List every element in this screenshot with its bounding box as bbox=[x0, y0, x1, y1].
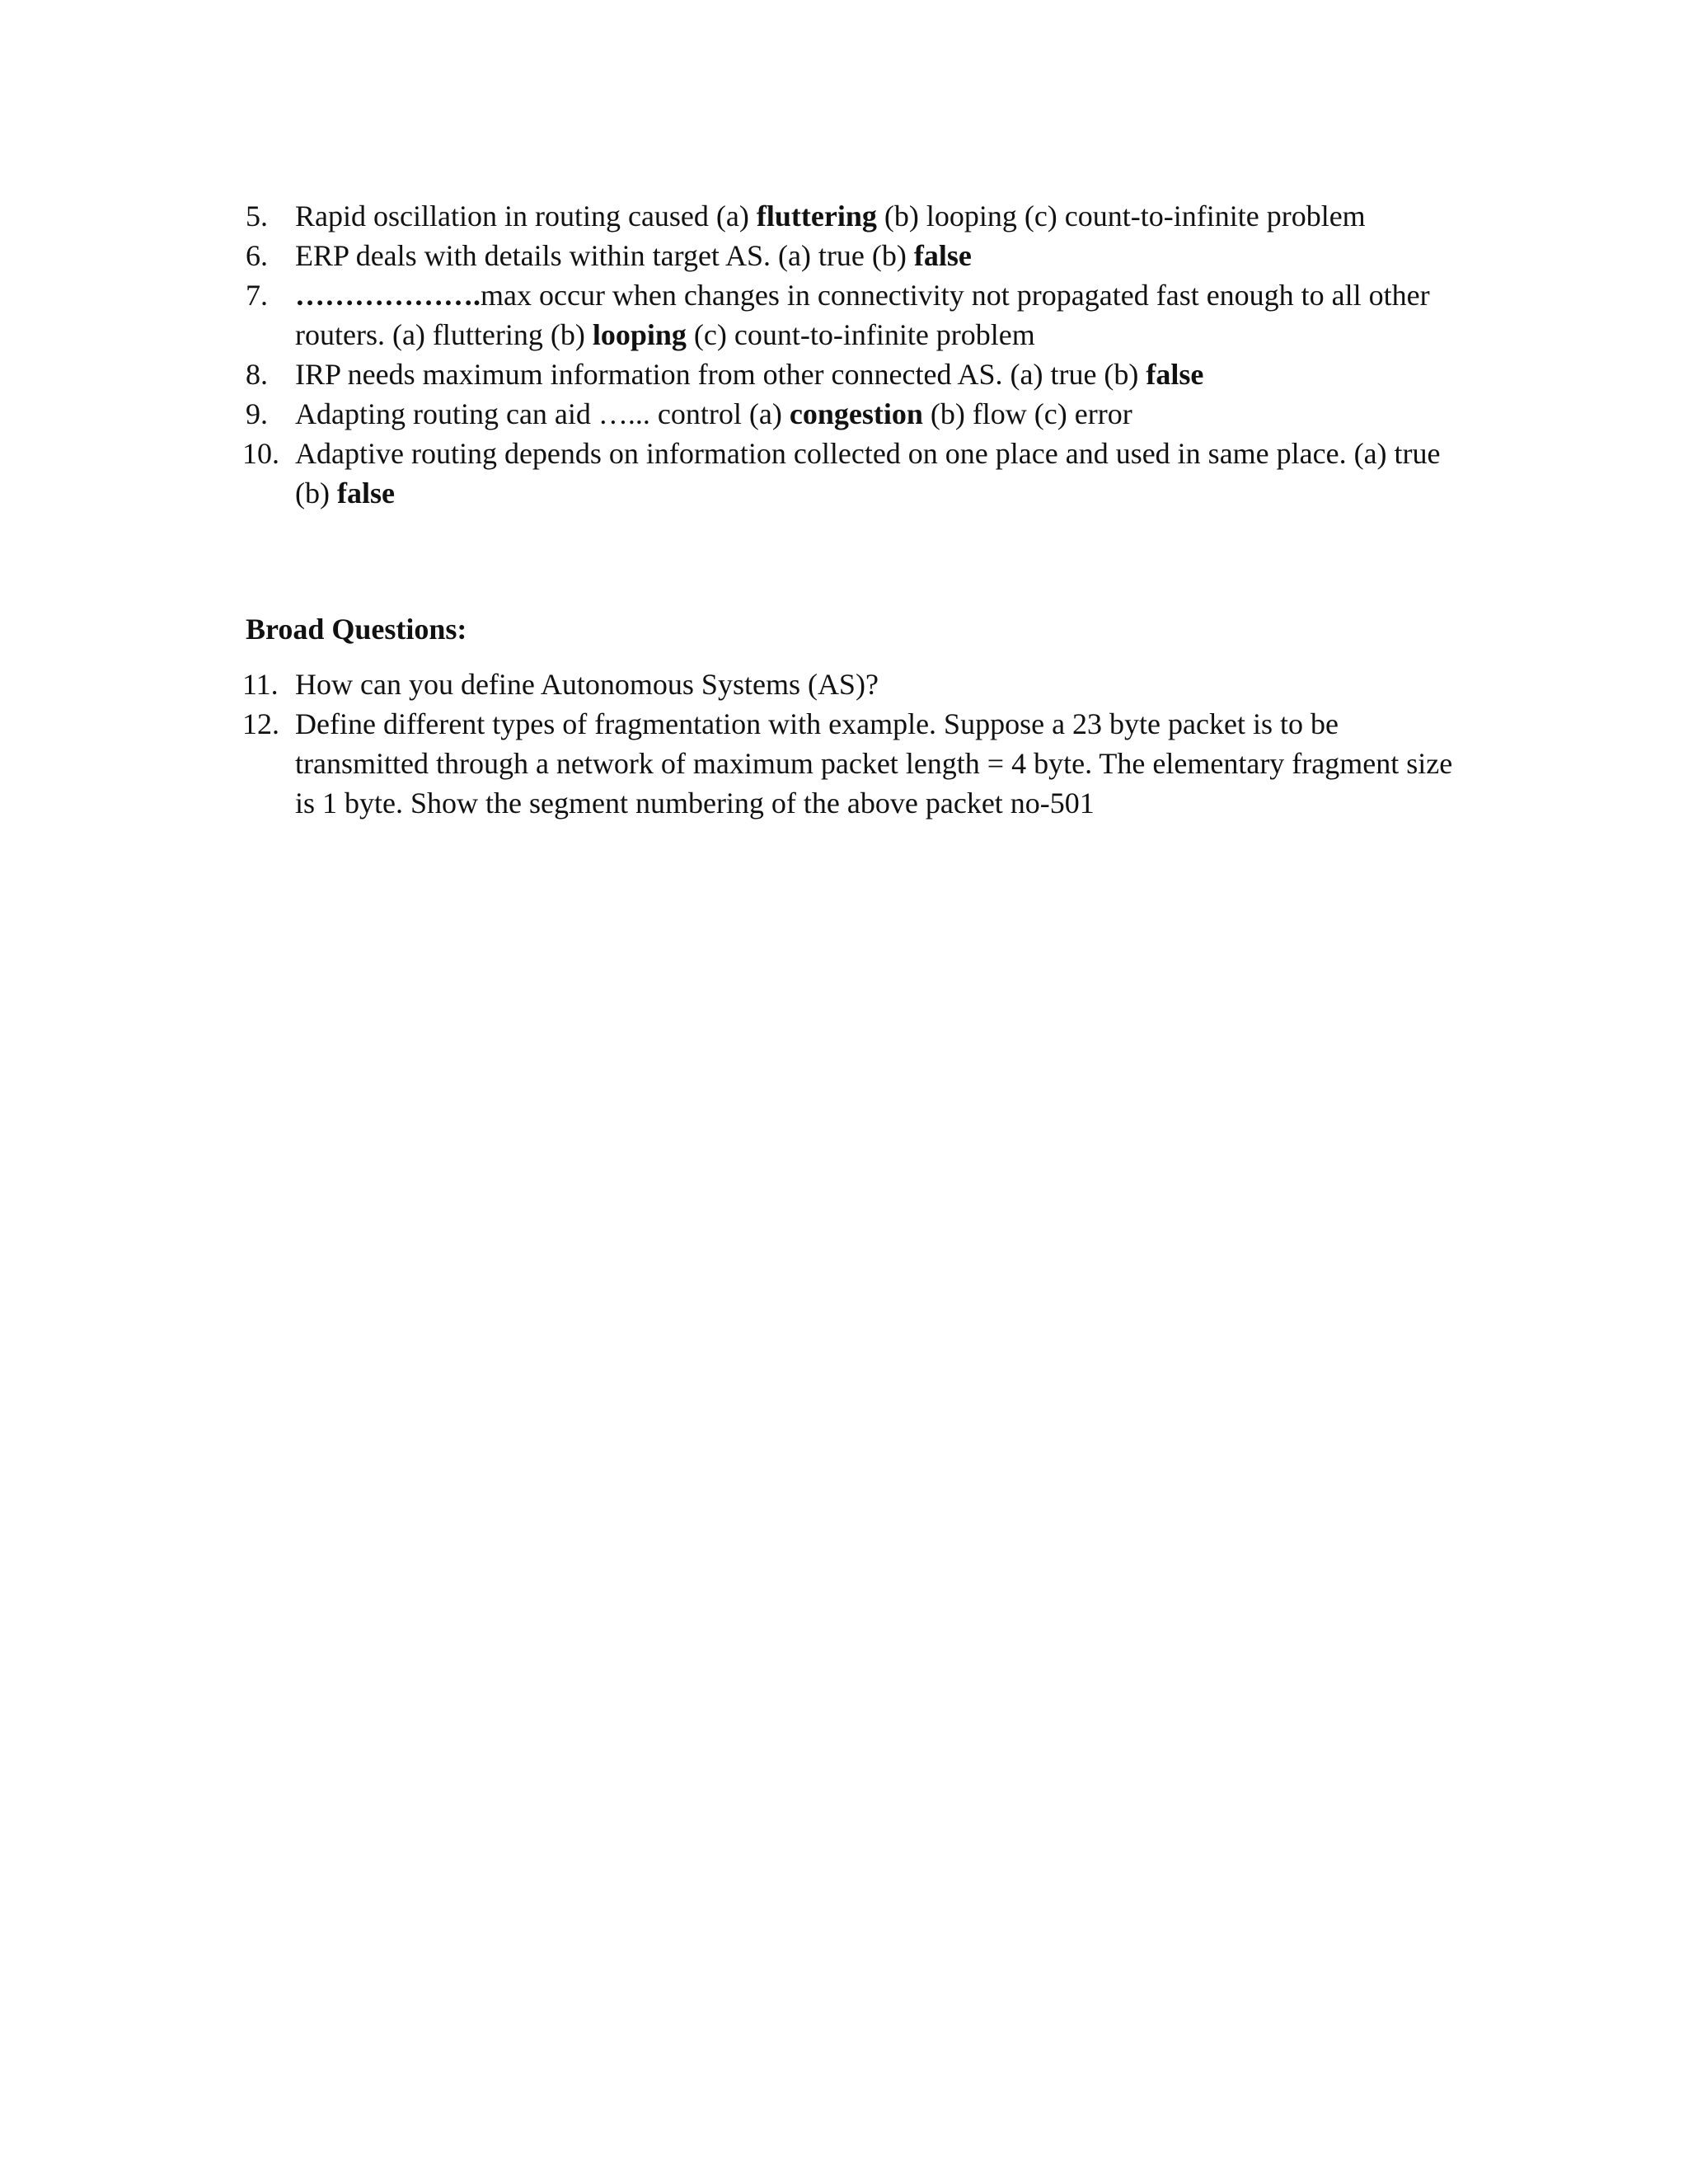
answer-highlight: false bbox=[336, 477, 395, 510]
question-text: (b) looping (c) count-to-infinite problem bbox=[876, 200, 1366, 232]
question-text: ERP deals with details within target AS. (a) true (b) bbox=[295, 239, 914, 272]
page-content bbox=[242, 196, 1465, 823]
item-number: 7. bbox=[246, 279, 268, 312]
broad-item-12 bbox=[242, 704, 1465, 823]
section-heading-broad-questions: Broad Questions: bbox=[246, 613, 467, 646]
broad-questions-list bbox=[242, 665, 1465, 823]
answer-highlight: looping bbox=[592, 318, 687, 351]
mcq-item-7 bbox=[246, 275, 1465, 355]
question-text: Adaptive routing depends on information collected on one place and used in same place. (a) true (b) bbox=[295, 437, 1441, 510]
item-number: 11. bbox=[242, 668, 279, 701]
mcq-item-5 bbox=[246, 196, 1465, 236]
mcq-item-9 bbox=[246, 394, 1465, 434]
mcq-item-8 bbox=[246, 355, 1465, 394]
mcq-item-6 bbox=[246, 236, 1465, 275]
answer-highlight: congestion bbox=[789, 397, 923, 430]
broad-item-11 bbox=[242, 665, 1465, 704]
item-number: 9. bbox=[246, 397, 268, 430]
question-text: (c) count-to-infinite problem bbox=[686, 318, 1035, 351]
item-number: 12. bbox=[242, 707, 279, 740]
question-text: How can you define Autonomous Systems (AS)? bbox=[295, 668, 879, 701]
question-text: Rapid oscillation in routing caused (a) bbox=[295, 200, 757, 232]
answer-highlight: false bbox=[1146, 358, 1204, 391]
mcq-item-10 bbox=[242, 434, 1465, 513]
question-text: (b) flow (c) error bbox=[922, 397, 1132, 430]
answer-highlight: fluttering bbox=[756, 200, 877, 232]
item-number: 5. bbox=[246, 200, 268, 232]
answer-highlight: false bbox=[913, 239, 972, 272]
item-number: 8. bbox=[246, 358, 268, 391]
item-number: 10. bbox=[242, 437, 279, 470]
blank-dots: ………………. bbox=[295, 279, 481, 312]
question-text: max occur when changes in connectivity not propagated fast enough to all other routers. (a) fluttering (b) bbox=[295, 279, 1430, 351]
mcq-list bbox=[242, 196, 1465, 513]
question-text: Adapting routing can aid …... control (a) bbox=[295, 397, 790, 430]
item-number: 6. bbox=[246, 239, 268, 272]
question-text: Define different types of fragmentation with example. Suppose a 23 byte packet is to be transmitted through a network of maximum packet length = 4 byte. The elementary fragment size is 1 byte. Show the segment numbering of the above packet no-501 bbox=[295, 707, 1453, 820]
question-text: IRP needs maximum information from other connected AS. (a) true (b) bbox=[295, 358, 1146, 391]
